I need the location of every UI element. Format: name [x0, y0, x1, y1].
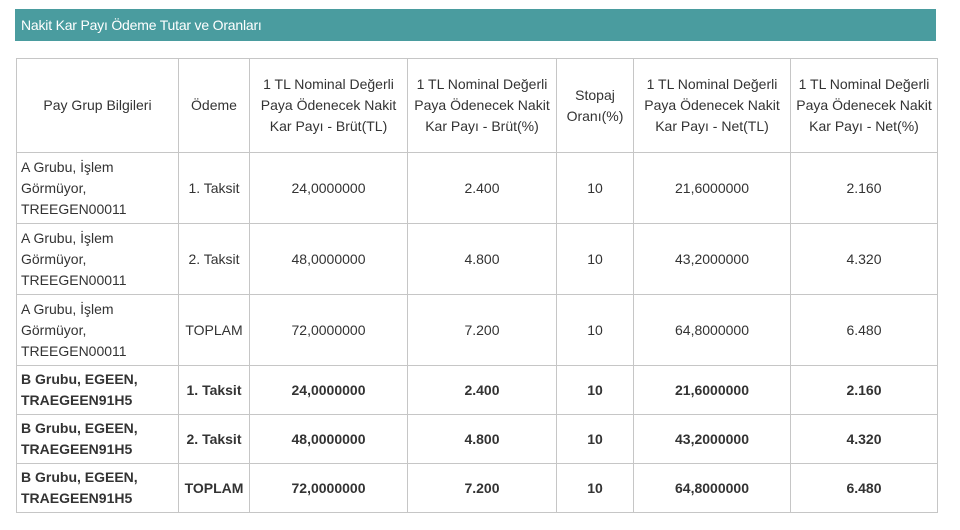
- table-row: [17, 464, 938, 513]
- dividend-table: [16, 58, 938, 513]
- cell-net-tl: 64,8000000: [634, 464, 791, 513]
- cell-gross-pct: 2.400: [408, 366, 557, 415]
- column-header-gross-tl: 1 TL Nominal Değerli Paya Ödenecek Nakit Kar Payı - Brüt(TL): [250, 59, 408, 153]
- cell-net-tl: 21,6000000: [634, 153, 791, 224]
- cell-net-pct: 2.160: [791, 153, 938, 224]
- cell-gross-tl: 24,0000000: [250, 366, 408, 415]
- cell-gross-tl: 72,0000000: [250, 464, 408, 513]
- cell-payment: TOPLAM: [179, 295, 250, 366]
- column-header-gross-pct: 1 TL Nominal Değerli Paya Ödenecek Nakit Kar Payı - Brüt(%): [408, 59, 557, 153]
- cell-withholding: 10: [557, 415, 634, 464]
- column-header-group: Pay Grup Bilgileri: [17, 59, 179, 153]
- cell-gross-tl: 48,0000000: [250, 224, 408, 295]
- cell-withholding: 10: [557, 153, 634, 224]
- table-header-row: [17, 59, 938, 153]
- cell-net-pct: 6.480: [791, 464, 938, 513]
- cell-payment: 2. Taksit: [179, 415, 250, 464]
- cell-payment: 2. Taksit: [179, 224, 250, 295]
- table-row: [17, 224, 938, 295]
- cell-group: A Grubu, İşlem Görmüyor, TREEGEN00011: [17, 295, 179, 366]
- cell-net-pct: 4.320: [791, 415, 938, 464]
- cell-group: B Grubu, EGEEN, TRAEGEEN91H5: [17, 415, 179, 464]
- cell-payment: TOPLAM: [179, 464, 250, 513]
- cell-payment: 1. Taksit: [179, 366, 250, 415]
- cell-withholding: 10: [557, 366, 634, 415]
- column-header-net-pct: 1 TL Nominal Değerli Paya Ödenecek Nakit Kar Payı - Net(%): [791, 59, 938, 153]
- cell-group: B Grubu, EGEEN, TRAEGEEN91H5: [17, 464, 179, 513]
- column-header-net-tl: 1 TL Nominal Değerli Paya Ödenecek Nakit Kar Payı - Net(TL): [634, 59, 791, 153]
- cell-group: A Grubu, İşlem Görmüyor, TREEGEN00011: [17, 153, 179, 224]
- cell-gross-pct: 4.800: [408, 415, 557, 464]
- cell-withholding: 10: [557, 295, 634, 366]
- cell-net-pct: 6.480: [791, 295, 938, 366]
- cell-payment: 1. Taksit: [179, 153, 250, 224]
- cell-group: B Grubu, EGEEN, TRAEGEEN91H5: [17, 366, 179, 415]
- cell-gross-pct: 4.800: [408, 224, 557, 295]
- cell-net-pct: 4.320: [791, 224, 938, 295]
- table-row: [17, 415, 938, 464]
- column-header-withholding: Stopaj Oranı(%): [557, 59, 634, 153]
- cell-withholding: 10: [557, 224, 634, 295]
- cell-gross-pct: 7.200: [408, 295, 557, 366]
- cell-net-tl: 43,2000000: [634, 224, 791, 295]
- cell-gross-tl: 72,0000000: [250, 295, 408, 366]
- cell-net-tl: 43,2000000: [634, 415, 791, 464]
- table-row: [17, 295, 938, 366]
- cell-gross-pct: 7.200: [408, 464, 557, 513]
- cell-gross-tl: 48,0000000: [250, 415, 408, 464]
- cell-net-tl: 21,6000000: [634, 366, 791, 415]
- table-row: [17, 153, 938, 224]
- table-row: [17, 366, 938, 415]
- cell-withholding: 10: [557, 464, 634, 513]
- section-title: Nakit Kar Payı Ödeme Tutar ve Oranları: [15, 9, 936, 41]
- cell-gross-pct: 2.400: [408, 153, 557, 224]
- cell-gross-tl: 24,0000000: [250, 153, 408, 224]
- cell-group: A Grubu, İşlem Görmüyor, TREEGEN00011: [17, 224, 179, 295]
- column-header-payment: Ödeme: [179, 59, 250, 153]
- cell-net-tl: 64,8000000: [634, 295, 791, 366]
- cell-net-pct: 2.160: [791, 366, 938, 415]
